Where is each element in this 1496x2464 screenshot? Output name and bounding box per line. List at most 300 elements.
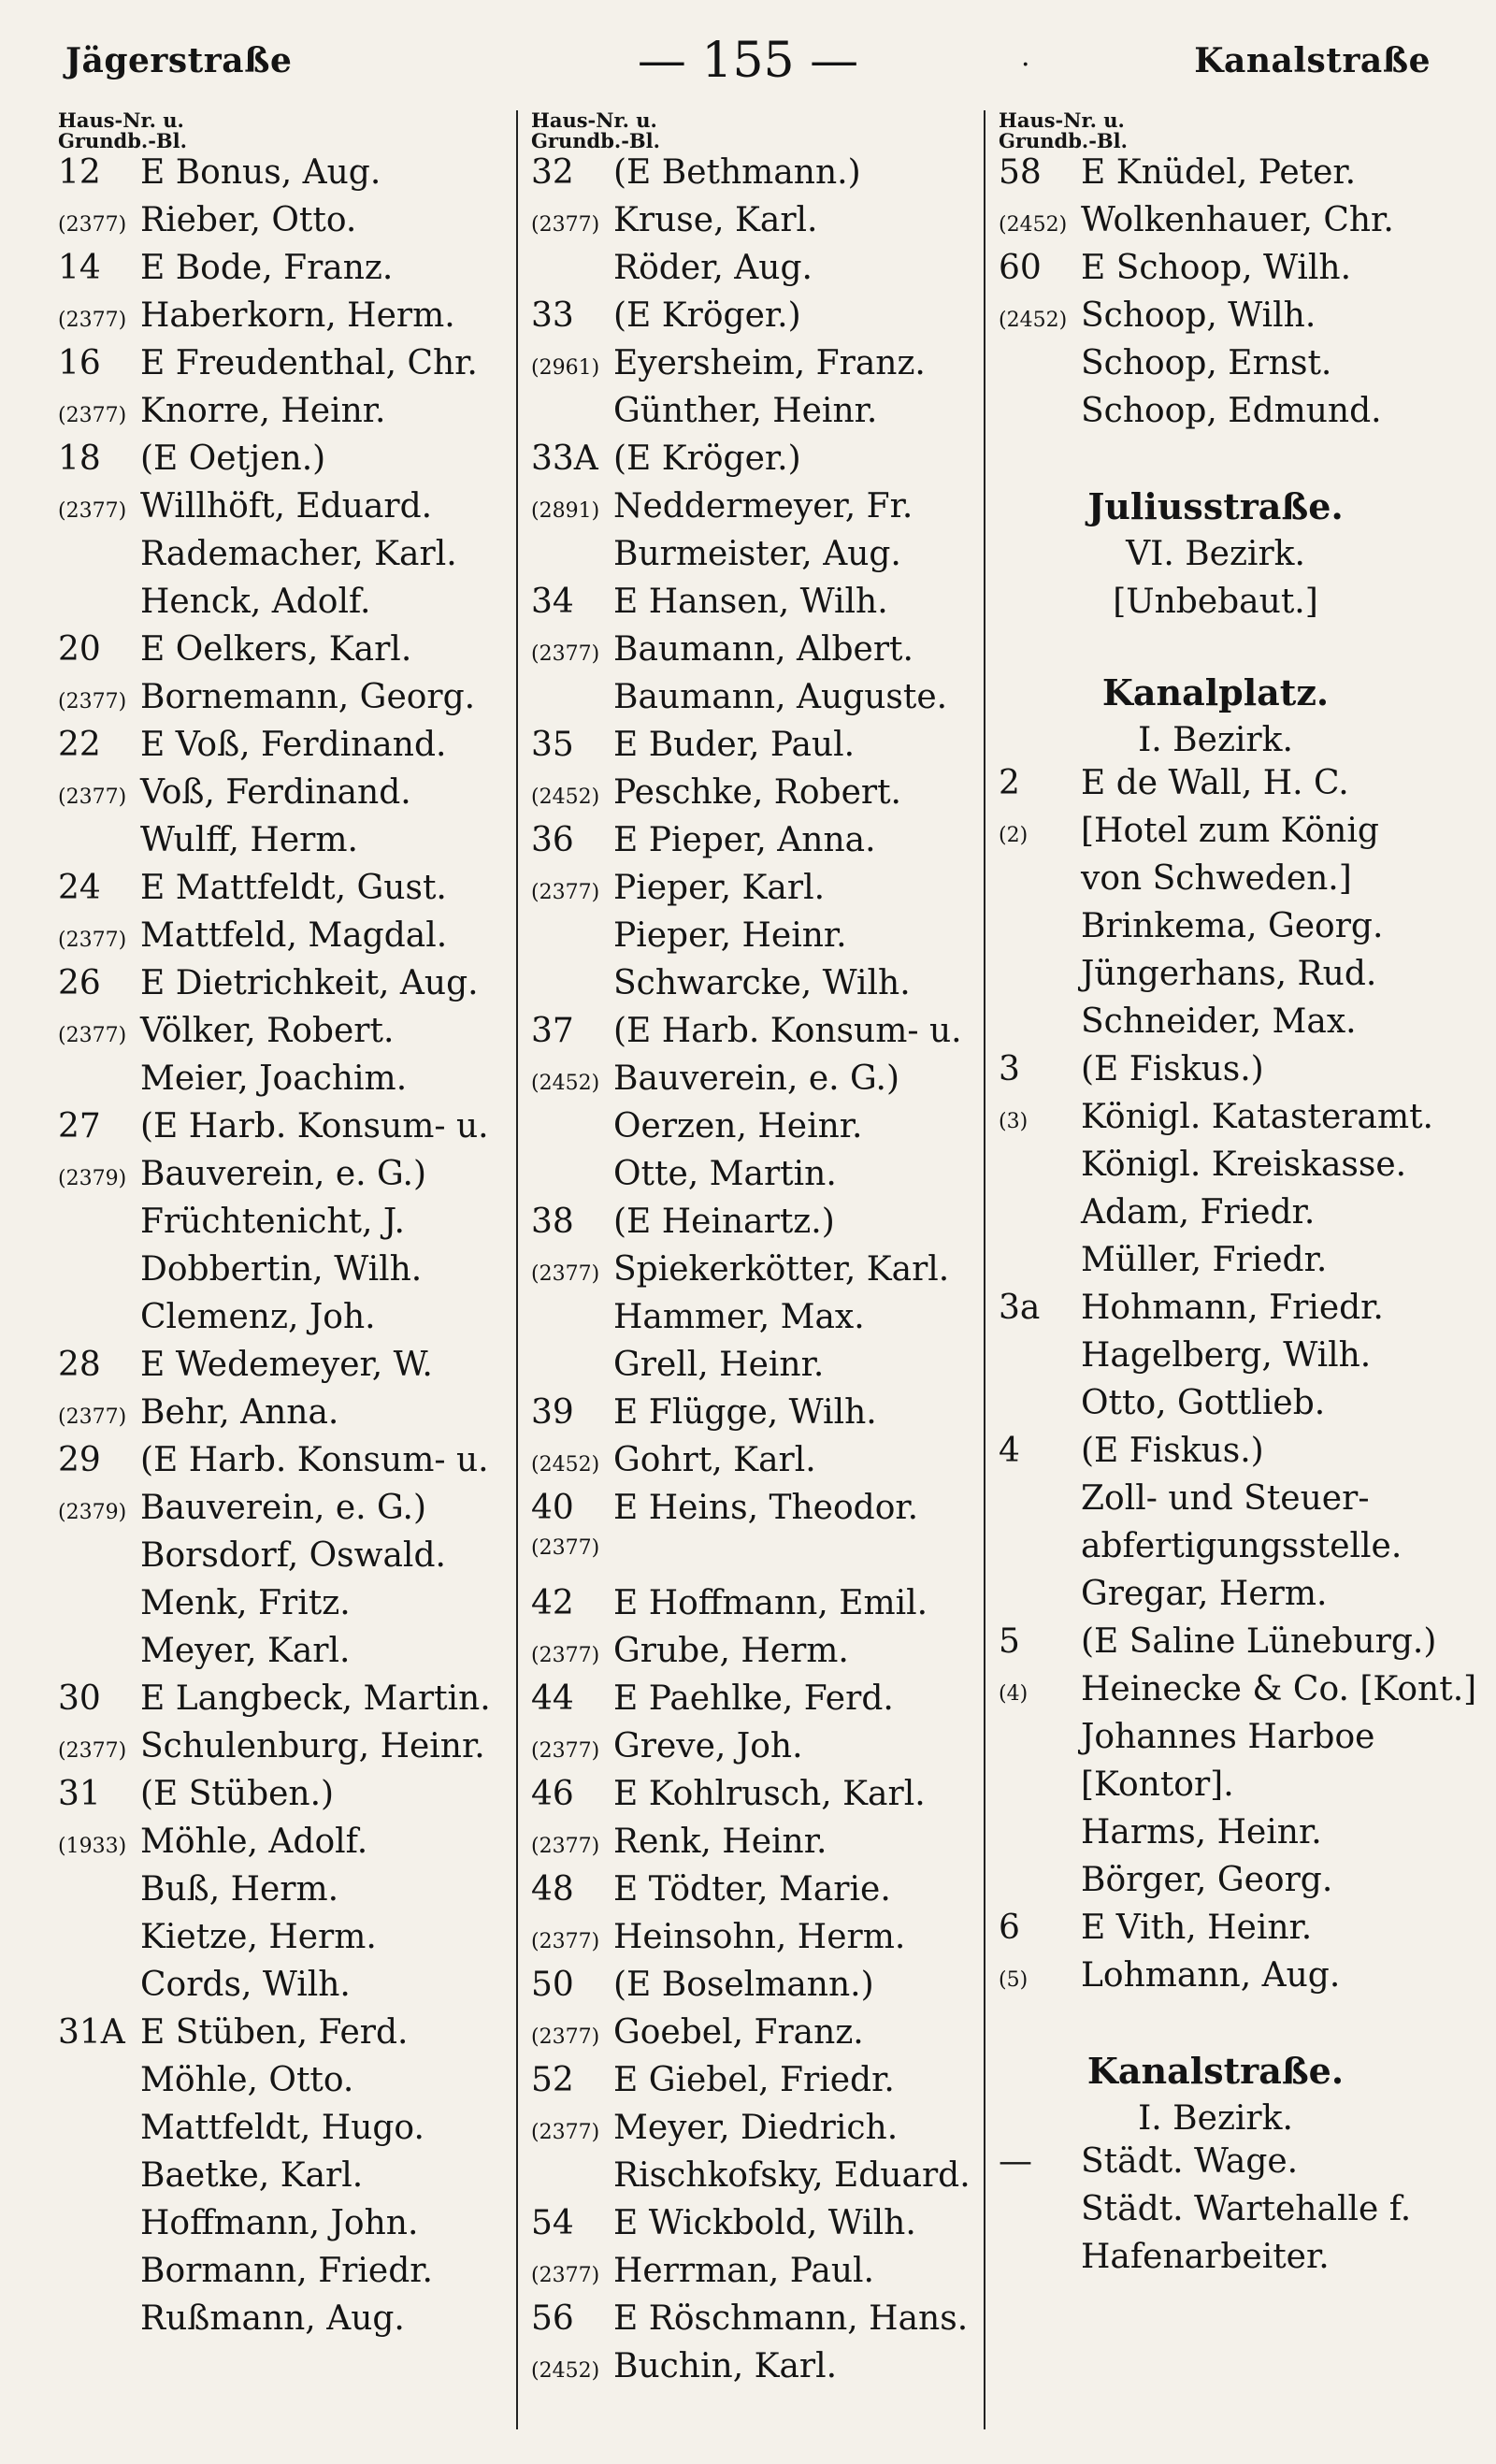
- house-number: 31: [58, 1775, 101, 1813]
- house-number: 3: [999, 1050, 1020, 1088]
- resident-name: E Pieper, Anna.: [613, 821, 876, 859]
- house-number: (2377): [531, 642, 600, 666]
- directory-entry: [999, 1670, 1477, 1718]
- resident-name: (E Boselmann.): [613, 1966, 874, 2004]
- resident-name: Greve, Joh.: [613, 1727, 803, 1765]
- resident-name: Kietze, Herm.: [140, 1918, 377, 1956]
- resident-name: Schneider, Max.: [1081, 1002, 1357, 1041]
- resident-name: E Wickbold, Wilh.: [613, 2204, 916, 2242]
- directory-entry: [999, 344, 1432, 392]
- house-number: (2377): [58, 1739, 127, 1763]
- column-heading: [58, 110, 507, 151]
- resident-name: Schoop, Ernst.: [1081, 344, 1332, 382]
- resident-name: Börger, Georg.: [1081, 1861, 1333, 1899]
- house-number: (2377): [58, 309, 127, 332]
- resident-name: E Oelkers, Karl.: [140, 630, 412, 669]
- directory-entry: [58, 1918, 507, 1966]
- resident-name: Rieber, Otto.: [140, 201, 357, 239]
- house-number: (2377): [531, 213, 600, 237]
- directory-entry: [999, 1718, 1432, 1765]
- directory-entry: [531, 773, 974, 821]
- resident-name: Zoll- und Steuer-: [1081, 1479, 1370, 1518]
- section-title-kanalstrasse: Kanalstraße.: [1086, 2050, 1345, 2092]
- resident-name: Haberkorn, Herm.: [140, 296, 455, 335]
- directory-entry: [58, 1441, 507, 1489]
- directory-entry: [58, 1059, 507, 1107]
- house-number: (2452): [531, 785, 600, 809]
- directory-entry: [999, 392, 1432, 439]
- house-number: 29: [58, 1441, 101, 1479]
- house-number: 16: [58, 344, 101, 382]
- resident-name: Hagelberg, Wilh.: [1081, 1336, 1372, 1375]
- directory-entry: [531, 1107, 974, 1155]
- resident-name: Städt. Wage.: [1081, 2142, 1299, 2181]
- directory-entry: [999, 1289, 1432, 1336]
- house-number: 3a: [999, 1289, 1041, 1327]
- header-dot: ·: [1021, 49, 1030, 81]
- resident-name: Heinsohn, Herm.: [613, 1918, 906, 1956]
- directory-entry: [531, 2347, 974, 2395]
- column-heading-line1: Haus-Nr. u.: [531, 108, 657, 132]
- house-number: (2377): [58, 213, 127, 237]
- directory-entry: [531, 1966, 974, 2013]
- resident-name: Behr, Anna.: [140, 1393, 339, 1432]
- house-number: (2377): [531, 1835, 600, 1858]
- directory-entry: [531, 1536, 974, 1584]
- directory-entry: [531, 821, 974, 869]
- house-number: 40: [531, 1489, 574, 1527]
- directory-entry: [531, 1775, 974, 1823]
- house-number: 33A: [531, 439, 598, 478]
- house-number: (2377): [58, 1024, 127, 1047]
- house-number: 60: [999, 249, 1042, 287]
- directory-entry: [999, 1384, 1432, 1432]
- house-number: —: [999, 2142, 1032, 2181]
- resident-name: Städt. Wartehalle f.: [1081, 2190, 1412, 2228]
- house-number: (2377): [58, 1405, 127, 1429]
- column-2-rows: [531, 153, 974, 2395]
- directory-entry: [531, 344, 974, 392]
- house-number: 46: [531, 1775, 574, 1813]
- directory-entry: [531, 535, 974, 583]
- resident-name: Bauverein, e. G.): [613, 1059, 899, 1098]
- resident-name: Knorre, Heinr.: [140, 392, 386, 430]
- directory-entry: [999, 1241, 1432, 1289]
- directory-entry: [999, 1765, 1432, 1813]
- resident-name: E Hoffmann, Emil.: [613, 1584, 928, 1622]
- house-number: (2377): [58, 404, 127, 427]
- section-bezirk: I. Bezirk.: [1138, 2099, 1293, 2138]
- house-number: 14: [58, 249, 101, 287]
- resident-name: Gregar, Herm.: [1081, 1575, 1328, 1613]
- directory-entry: [58, 249, 507, 296]
- resident-name: E Flügge, Wilh.: [613, 1393, 877, 1432]
- directory-entry: [531, 1441, 974, 1489]
- house-number: (2379): [58, 1167, 127, 1190]
- resident-name: Oerzen, Heinr.: [613, 1107, 863, 1146]
- kanalplatz-rows: [999, 764, 1477, 2004]
- directory-entry: [999, 1336, 1432, 1384]
- resident-name: Meier, Joachim.: [140, 1059, 408, 1098]
- directory-entry: [531, 487, 974, 535]
- resident-name: (E Stüben.): [140, 1775, 335, 1813]
- directory-entry: [999, 1622, 1437, 1670]
- resident-name: Bormann, Friedr.: [140, 2252, 433, 2290]
- resident-name: von Schweden.]: [1081, 859, 1352, 898]
- resident-name: Günther, Heinr.: [613, 392, 878, 430]
- directory-entry: [999, 2142, 1432, 2190]
- resident-name: Hafenarbeiter.: [1081, 2238, 1330, 2276]
- directory-entry: [58, 2013, 507, 2061]
- directory-entry: [58, 1107, 507, 1155]
- house-number: (2452): [531, 1453, 600, 1477]
- section-title-juliusstrasse: Juliusstraße.: [1087, 485, 1344, 527]
- resident-name: E Freudenthal, Chr.: [140, 344, 478, 382]
- directory-entry: [999, 907, 1432, 955]
- resident-name: Hohmann, Friedr.: [1081, 1289, 1384, 1327]
- directory-entry: [531, 249, 974, 296]
- directory-entry: [531, 2109, 974, 2156]
- house-number: (2377): [58, 785, 127, 809]
- directory-entry: [531, 439, 974, 487]
- resident-name: Gohrt, Karl.: [613, 1441, 816, 1479]
- directory-entry: [999, 1432, 1432, 1479]
- house-number: 37: [531, 1012, 574, 1050]
- house-number: 52: [531, 2061, 574, 2099]
- directory-entry: [531, 630, 974, 678]
- directory-entry: [999, 249, 1432, 296]
- resident-name: E Langbeck, Martin.: [140, 1679, 491, 1718]
- resident-name: Lohmann, Aug.: [1081, 1956, 1341, 1995]
- resident-name: E Voß, Ferdinand.: [140, 726, 447, 764]
- directory-entry: [531, 1393, 974, 1441]
- directory-entry: [58, 1584, 507, 1632]
- resident-name: E Schoop, Wilh.: [1081, 249, 1352, 287]
- house-number: 18: [58, 439, 101, 478]
- resident-name: E Dietrichkeit, Aug.: [140, 964, 479, 1002]
- house-number: 42: [531, 1584, 574, 1622]
- resident-name: E Stüben, Ferd.: [140, 2013, 409, 2052]
- directory-entry: [999, 1002, 1432, 1050]
- column-heading-line2: Grundb.-Bl.: [58, 129, 187, 152]
- directory-columns: [58, 108, 1477, 2429]
- resident-name: Willhöft, Eduard.: [140, 487, 433, 526]
- resident-name: Buß, Herm.: [140, 1870, 339, 1909]
- house-number: (2377): [531, 2121, 600, 2144]
- resident-name: Rademacher, Karl.: [140, 535, 457, 573]
- resident-name: E Buder, Paul.: [613, 726, 856, 764]
- resident-name: (E Harb. Konsum- u.: [140, 1441, 489, 1479]
- resident-name: Harms, Heinr.: [1081, 1813, 1322, 1852]
- directory-entry: [531, 2252, 974, 2299]
- resident-name: Königl. Kreiskasse.: [1081, 1146, 1407, 1184]
- house-number: 32: [531, 153, 574, 192]
- resident-name: (E Saline Lüneburg.): [1081, 1622, 1437, 1661]
- directory-entry: [531, 1727, 974, 1775]
- directory-entry: [531, 2299, 974, 2347]
- house-number: 30: [58, 1679, 101, 1718]
- house-number: (2961): [531, 356, 600, 380]
- directory-entry: [58, 1679, 507, 1727]
- directory-entry: [999, 2190, 1432, 2238]
- resident-name: [Hotel zum König: [1081, 812, 1379, 850]
- house-number: (2377): [58, 929, 127, 952]
- house-number: (2377): [531, 1739, 600, 1763]
- resident-name: Grell, Heinr.: [613, 1346, 825, 1384]
- directory-entry: [531, 1584, 974, 1632]
- directory-entry: [999, 955, 1432, 1002]
- directory-entry: [58, 1346, 507, 1393]
- directory-entry: [58, 344, 507, 392]
- directory-entry: [58, 726, 507, 773]
- resident-name: Otte, Martin.: [613, 1155, 837, 1193]
- resident-name: E Röschmann, Hans.: [613, 2299, 969, 2338]
- resident-name: (E Oetjen.): [140, 439, 326, 478]
- resident-name: Herrman, Paul.: [613, 2252, 874, 2290]
- directory-entry: [58, 201, 507, 249]
- directory-entry: [58, 1775, 507, 1823]
- directory-entry: [999, 1479, 1432, 1527]
- resident-name: (E Harb. Konsum- u.: [140, 1107, 489, 1146]
- resident-name: (E Kröger.): [613, 439, 801, 478]
- directory-entry: [999, 1861, 1432, 1909]
- resident-name: Königl. Katasteramt.: [1081, 1098, 1433, 1136]
- directory-entry: [58, 630, 507, 678]
- directory-entry: [58, 964, 507, 1012]
- directory-entry: [999, 296, 1432, 344]
- resident-name: E Tödter, Marie.: [613, 1870, 891, 1909]
- directory-entry: [531, 201, 974, 249]
- house-number: (3): [999, 1110, 1028, 1133]
- directory-entry: [58, 1632, 507, 1679]
- resident-name: E Vith, Heinr.: [1081, 1909, 1313, 1947]
- resident-name: Möhle, Otto.: [140, 2061, 354, 2099]
- resident-name: E Hansen, Wilh.: [613, 583, 888, 621]
- resident-name: Renk, Heinr.: [613, 1823, 827, 1861]
- resident-name: Jüngerhans, Rud.: [1081, 955, 1377, 993]
- directory-entry: [58, 1250, 507, 1298]
- resident-name: Cords, Wilh.: [140, 1966, 351, 2004]
- directory-entry: [999, 1909, 1432, 1956]
- resident-name: Müller, Friedr.: [1081, 1241, 1328, 1279]
- directory-entry: [999, 1575, 1432, 1622]
- resident-name: Otto, Gottlieb.: [1081, 1384, 1326, 1422]
- house-number: 22: [58, 726, 101, 764]
- directory-entry: [58, 439, 507, 487]
- resident-name: Baetke, Karl.: [140, 2156, 364, 2195]
- section-bezirk: VI. Bezirk.: [1126, 535, 1305, 573]
- house-number: (5): [999, 1968, 1028, 1992]
- directory-entry: [58, 1155, 507, 1203]
- resident-name: Bauverein, e. G.): [140, 1489, 426, 1527]
- resident-name: (E Bethmann.): [613, 153, 861, 192]
- column-heading-line1: Haus-Nr. u.: [58, 108, 184, 132]
- header-right-street: Kanalstraße: [1194, 41, 1431, 80]
- resident-name: Kruse, Karl.: [613, 201, 818, 239]
- directory-entry: [58, 153, 507, 201]
- house-number: 26: [58, 964, 101, 1002]
- resident-name: Dobbertin, Wilh.: [140, 1250, 423, 1289]
- resident-name: Eyersheim, Franz.: [613, 344, 926, 382]
- house-number: 5: [999, 1622, 1020, 1661]
- directory-entry: [58, 821, 507, 869]
- resident-name: Rischkofsky, Eduard.: [613, 2156, 971, 2195]
- directory-entry: [531, 1823, 974, 1870]
- directory-entry: [999, 1098, 1432, 1146]
- resident-name: E de Wall, H. C.: [1081, 764, 1349, 802]
- resident-name: Clemenz, Joh.: [140, 1298, 376, 1336]
- house-number: (2377): [531, 2025, 600, 2049]
- resident-name: (E Heinartz.): [613, 1203, 835, 1241]
- resident-name: Brinkema, Georg.: [1081, 907, 1384, 945]
- resident-name: Spiekerkötter, Karl.: [613, 1250, 950, 1289]
- resident-name: Menk, Fritz.: [140, 1584, 351, 1622]
- directory-entry: [531, 1012, 974, 1059]
- directory-entry: [531, 1155, 974, 1203]
- resident-name: E Bonus, Aug.: [140, 153, 381, 192]
- section-bezirk: I. Bezirk.: [1138, 721, 1293, 759]
- column-heading: [999, 110, 1432, 151]
- resident-name: Burmeister, Aug.: [613, 535, 901, 573]
- directory-entry: [531, 1632, 974, 1679]
- resident-name: Baumann, Albert.: [613, 630, 913, 669]
- house-number: 28: [58, 1346, 101, 1384]
- resident-name: E Kohlrusch, Karl.: [613, 1775, 926, 1813]
- directory-entry: [58, 296, 507, 344]
- directory-entry: [531, 1679, 974, 1727]
- directory-entry: [58, 1823, 507, 1870]
- directory-entry: [58, 1298, 507, 1346]
- page-number: — 155 —: [637, 33, 859, 89]
- resident-name: Mattfeld, Magdal.: [140, 916, 448, 955]
- directory-entry: [58, 392, 507, 439]
- directory-entry: [999, 1193, 1432, 1241]
- directory-entry: [999, 2238, 1432, 2285]
- directory-entry: [531, 1346, 974, 1393]
- directory-entry: [58, 1727, 507, 1775]
- house-number: (2377): [531, 1262, 600, 1286]
- directory-entry: [531, 583, 974, 630]
- house-number: 54: [531, 2204, 574, 2242]
- directory-entry: [58, 1203, 507, 1250]
- directory-entry: [999, 153, 1432, 201]
- resident-name: (E Harb. Konsum- u.: [613, 1012, 962, 1050]
- house-number: (2377): [531, 1536, 600, 1560]
- resident-name: Bornemann, Georg.: [140, 678, 476, 716]
- house-number: (4): [999, 1682, 1028, 1706]
- resident-name: Wulff, Herm.: [140, 821, 358, 859]
- resident-name: Schwarcke, Wilh.: [613, 964, 911, 1002]
- resident-name: Röder, Aug.: [613, 249, 813, 287]
- house-number: (2452): [999, 213, 1068, 237]
- directory-entry: [58, 1870, 507, 1918]
- directory-entry: [58, 678, 507, 726]
- directory-entry: [58, 2109, 507, 2156]
- directory-entry: [531, 2204, 974, 2252]
- directory-entry: [58, 2156, 507, 2204]
- resident-name: Johannes Harboe: [1081, 1718, 1375, 1756]
- resident-name: E Bode, Franz.: [140, 249, 394, 287]
- resident-name: Schulenburg, Heinr.: [140, 1727, 485, 1765]
- resident-name: Baumann, Auguste.: [613, 678, 948, 716]
- directory-entry: [531, 1250, 974, 1298]
- directory-entry: [531, 869, 974, 916]
- house-number: 48: [531, 1870, 574, 1909]
- house-number: 34: [531, 583, 574, 621]
- resident-name: Hoffmann, John.: [140, 2204, 419, 2242]
- house-number: 27: [58, 1107, 101, 1146]
- resident-name: E Paehlke, Ferd.: [613, 1679, 894, 1718]
- resident-name: Borsdorf, Oswald.: [140, 1536, 446, 1575]
- house-number: 12: [58, 153, 101, 192]
- house-number: 38: [531, 1203, 574, 1241]
- directory-entry: [531, 1203, 974, 1250]
- house-number: (2452): [999, 309, 1068, 332]
- house-number: 24: [58, 869, 101, 907]
- resident-name: E Wedemeyer, W.: [140, 1346, 433, 1384]
- house-number: 58: [999, 153, 1042, 192]
- resident-name: Grube, Herm.: [613, 1632, 849, 1670]
- resident-name: Schoop, Wilh.: [1081, 296, 1316, 335]
- column-heading-line2: Grundb.-Bl.: [999, 129, 1128, 152]
- column-3-top-rows: [999, 153, 1432, 439]
- directory-entry: [531, 1059, 974, 1107]
- house-number: 33: [531, 296, 574, 335]
- house-number: (2452): [531, 2359, 600, 2383]
- directory-entry: [531, 678, 974, 726]
- house-number: (2377): [58, 690, 127, 713]
- resident-name: Rußmann, Aug.: [140, 2299, 405, 2338]
- house-number: (2377): [531, 2264, 600, 2287]
- directory-entry: [531, 1870, 974, 1918]
- directory-entry: [58, 2252, 507, 2299]
- resident-name: Pieper, Karl.: [613, 869, 826, 907]
- resident-name: Neddermeyer, Fr.: [613, 487, 913, 526]
- house-number: (2): [999, 824, 1028, 847]
- column-3: [984, 108, 1477, 2429]
- directory-entry: [531, 1489, 974, 1536]
- house-number: 36: [531, 821, 574, 859]
- directory-entry: [999, 812, 1432, 859]
- resident-name: (E Fiskus.): [1081, 1050, 1264, 1088]
- section-title-kanalplatz: Kanalplatz.: [1101, 671, 1330, 713]
- column-heading-line1: Haus-Nr. u.: [999, 108, 1125, 132]
- house-number: (2377): [531, 1644, 600, 1667]
- house-number: 4: [999, 1432, 1020, 1470]
- directory-entry: [531, 1918, 974, 1966]
- resident-name: Heinecke & Co. [Kont.]: [1081, 1670, 1477, 1708]
- directory-entry: [999, 1527, 1432, 1575]
- directory-entry: [531, 2156, 974, 2204]
- resident-name: E Heins, Theodor.: [613, 1489, 919, 1527]
- resident-name: Buchin, Karl.: [613, 2347, 838, 2385]
- house-number: 31A: [58, 2013, 125, 2052]
- directory-entry: [58, 535, 507, 583]
- directory-entry: [999, 1956, 1432, 2004]
- directory-entry: [58, 773, 507, 821]
- directory-entry: [999, 1813, 1432, 1861]
- resident-name: Mattfeldt, Hugo.: [140, 2109, 424, 2147]
- resident-name: abfertigungsstelle.: [1081, 1527, 1402, 1565]
- directory-entry: [531, 2013, 974, 2061]
- directory-entry: [58, 916, 507, 964]
- directory-entry: [531, 296, 974, 344]
- house-number: (2452): [531, 1072, 600, 1095]
- resident-name: E Giebel, Friedr.: [613, 2061, 895, 2099]
- house-number: (2377): [58, 499, 127, 523]
- directory-entry: [58, 1536, 507, 1584]
- resident-name: Pieper, Heinr.: [613, 916, 847, 955]
